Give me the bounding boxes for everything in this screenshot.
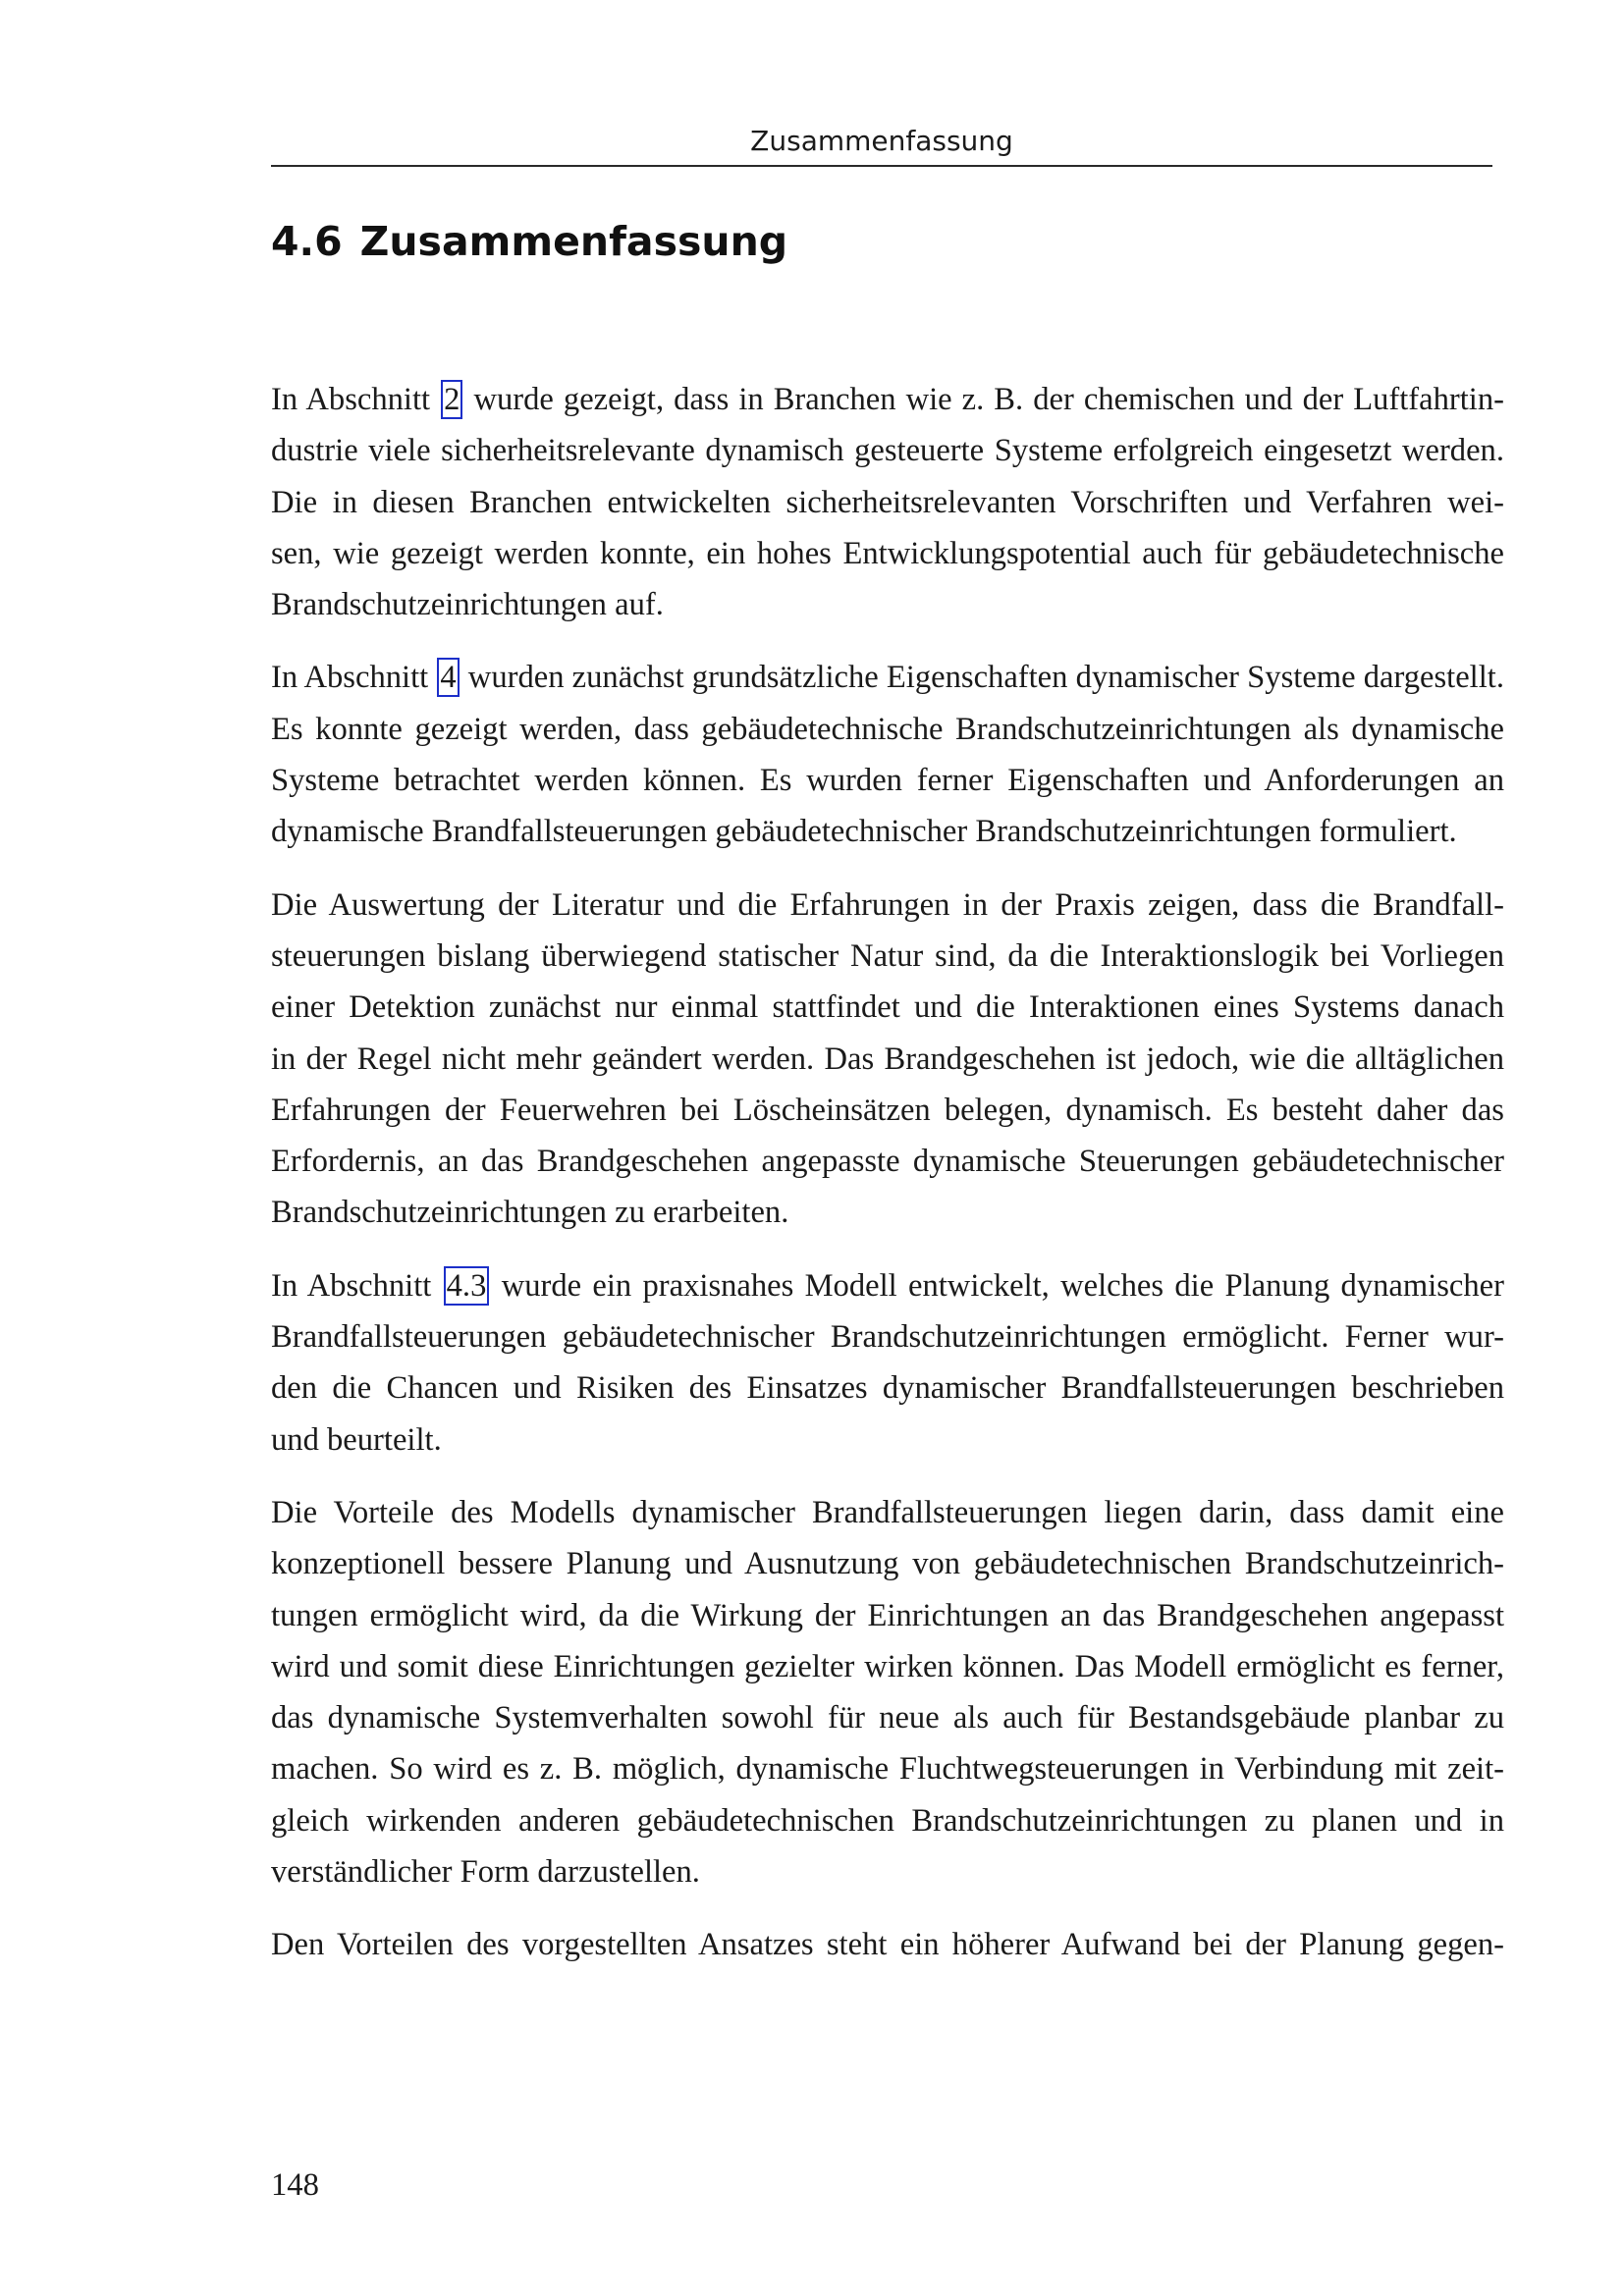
running-header: Zusammenfassung (750, 125, 1013, 157)
text-line: konzeptionell bessere Planung und Ausnutzung von gebäudetechnischen Brandschutzeinrich- (271, 1546, 1504, 1582)
header-rule (271, 165, 1492, 167)
text-line: den die Chancen und Risiken des Einsatzes dynamischer Brandfallsteuerungen beschrieben (271, 1370, 1504, 1407)
text-line: Erfordernis, an das Brandgeschehen angepasste dynamische Steuerungen gebäudetechnischer (271, 1144, 1504, 1180)
paragraph-3 (271, 880, 1504, 1239)
text-line: gleich wirkenden anderen gebäudetechnischen Brandschutzeinrichtungen zu planen und in (271, 1802, 1504, 1839)
section-link-4[interactable]: 4 (437, 658, 459, 697)
text-line: In Abschnitt 2 wurde gezeigt, dass in Branchen wie z. B. der chemischen und der Luftfahrtin- (271, 382, 1504, 417)
section-number: 4.6 (271, 218, 343, 265)
text-line: dustrie viele sicherheitsrelevante dynamisch gesteuerte Systeme erfolgreich eingesetzt werden. (271, 433, 1504, 469)
page-number: 148 (271, 2167, 319, 2203)
paragraph-4 (271, 1260, 1504, 1466)
text-line: Erfahrungen der Feuerwehren bei Löscheinsätzen belegen, dynamisch. Es besteht daher das (271, 1092, 1504, 1128)
text-line: das dynamische Systemverhalten sowohl für neue als auch für Bestandsgebäude planbar zu (271, 1700, 1504, 1736)
paragraph-5 (271, 1487, 1504, 1897)
section-title: Zusammenfassung (359, 218, 788, 265)
text-line: tungen ermöglicht wird, da die Wirkung der Einrichtungen an das Brandgeschehen angepasst (271, 1597, 1504, 1633)
paragraph-1 (271, 374, 1504, 630)
text-line: In Abschnitt 4.3 wurde ein praxisnahes Modell entwickelt, welches die Planung dynamischer (271, 1267, 1504, 1304)
text-line: machen. So wird es z. B. möglich, dynamische Fluchtwegsteuerungen in Verbindung mit zeit- (271, 1751, 1504, 1788)
text-line: einer Detektion zunächst nur einmal stattfindet und die Interaktionen eines Systems danach (271, 989, 1504, 1026)
text-line: Den Vorteilen des vorgestellten Ansatzes steht ein höherer Aufwand bei der Planung gegen- (271, 1927, 1504, 1963)
section-link-2[interactable]: 2 (441, 380, 462, 419)
paragraph-6 (271, 1919, 1504, 1970)
text-line: Systeme betrachtet werden können. Es wurden ferner Eigenschaften und Anforderungen an (271, 763, 1504, 799)
text-line: Brandschutzeinrichtungen zu erarbeiten. (271, 1195, 789, 1231)
paragraph-2 (271, 652, 1504, 857)
section-link-4-3[interactable]: 4.3 (444, 1266, 490, 1306)
text-line: in der Regel nicht mehr geändert werden. Das Brandgeschehen ist jedoch, wie die alltäglichen (271, 1041, 1504, 1077)
body-text (271, 374, 1504, 1993)
text-line: steuerungen bislang überwiegend statischer Natur sind, da die Interaktionslogik bei Vorliegen (271, 937, 1504, 974)
section-heading (271, 214, 787, 269)
text-line: wird und somit diese Einrichtungen gezielter wirken können. Das Modell ermöglicht es ferner, (271, 1648, 1504, 1684)
text-line: und beurteilt. (271, 1421, 442, 1458)
text-line: Die Vorteile des Modells dynamischer Brandfallsteuerungen liegen darin, dass damit eine (271, 1494, 1504, 1530)
text-line: dynamische Brandfallsteuerungen gebäudetechnischer Brandschutzeinrichtungen formuliert. (271, 814, 1457, 850)
text-line: Die in diesen Branchen entwickelten sicherheitsrelevanten Vorschriften und Verfahren wei- (271, 484, 1504, 520)
text-line: In Abschnitt 4 wurden zunächst grundsätzliche Eigenschaften dynamischer Systeme dargestellt. (271, 660, 1504, 696)
text-line: verständlicher Form darzustellen. (271, 1854, 700, 1891)
text-line: Brandfallsteuerungen gebäudetechnischer Brandschutzeinrichtungen ermöglicht. Ferner wur- (271, 1319, 1504, 1356)
text-line: Brandschutzeinrichtungen auf. (271, 587, 664, 623)
text-line: Es konnte gezeigt werden, dass gebäudetechnische Brandschutzeinrichtungen als dynamische (271, 711, 1504, 747)
text-line: Die Auswertung der Literatur und die Erfahrungen in der Praxis zeigen, dass die Brandfall- (271, 886, 1504, 923)
text-line: sen, wie gezeigt werden konnte, ein hohes Entwicklungspotential auch für gebäudetechnische (271, 535, 1504, 571)
